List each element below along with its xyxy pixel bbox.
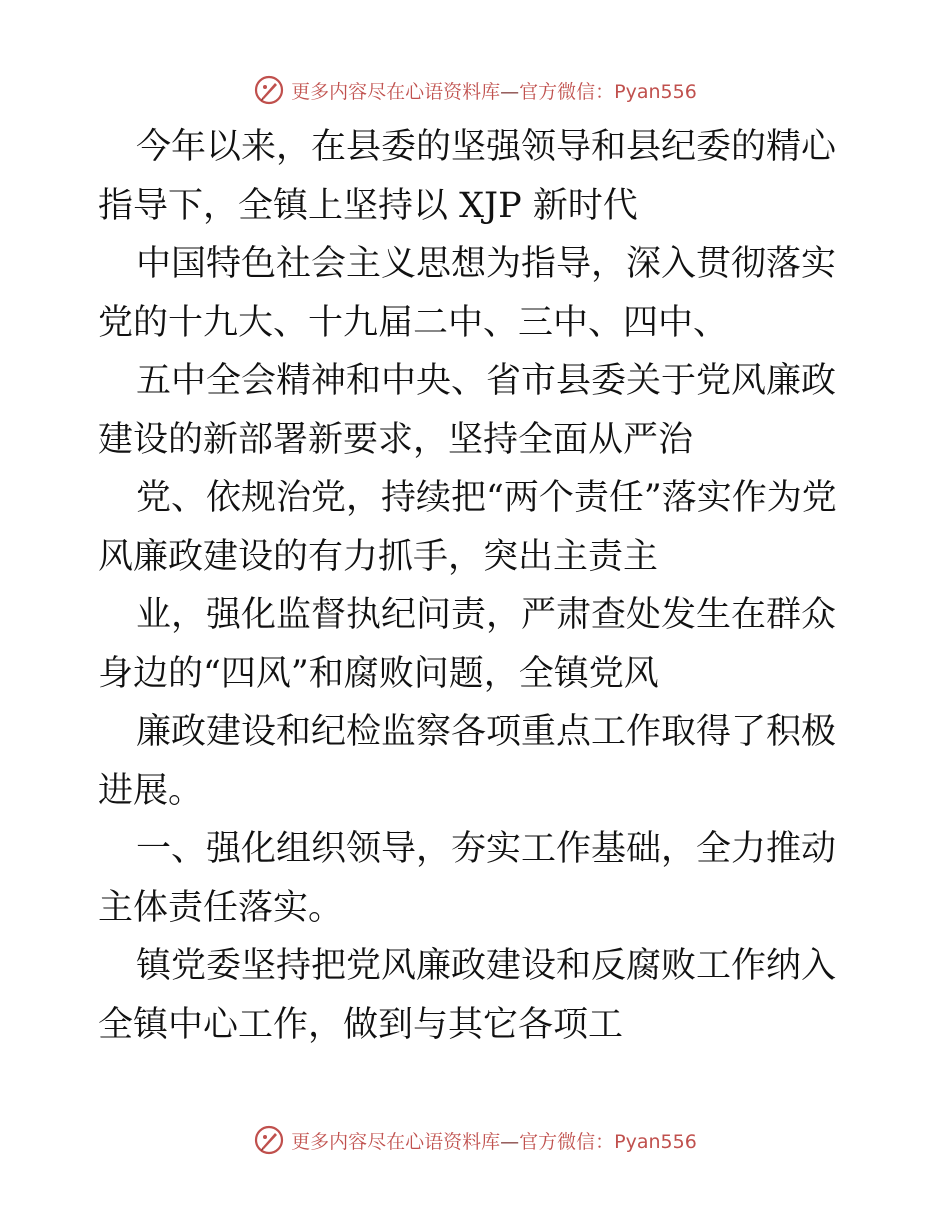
paragraph: 镇党委坚持把党风廉政建设和反腐败工作纳入全镇中心工作，做到与其它各项工	[98, 946, 837, 1045]
paragraph: 中国特色社会主义思想为指导，深入贯彻落实党的十九大、十九届二中、三中、四中、	[98, 244, 837, 343]
quill-pen-logo-icon	[253, 74, 285, 106]
paragraph: 党、依规治党，持续把“两个责任”落实作为党风廉政建设的有力抓手，突出主责主	[98, 478, 837, 577]
footer-watermark	[0, 1120, 950, 1160]
section-heading: 一、强化组织领导，夯实工作基础，全力推动主体责任落实。	[98, 829, 837, 928]
watermark-main-text: 更多内容尽在心语资料库	[291, 80, 501, 103]
watermark-main-text: 更多内容尽在心语资料库	[291, 1130, 501, 1153]
header-watermark	[0, 70, 950, 110]
paragraph: 廉政建设和纪检监察各项重点工作取得了积极进展。	[98, 712, 837, 811]
paragraph: 业，强化监督执纪问责，严肃查处发生在群众身边的“四风”和腐败问题，全镇党风	[98, 595, 837, 694]
watermark-separator: —	[500, 80, 520, 103]
watermark-wechat-text: 官方微信：Pyan556	[519, 80, 697, 103]
document-body	[98, 118, 858, 1054]
paragraph: 五中全会精神和中央、省市县委关于党风廉政建设的新部署新要求，坚持全面从严治	[98, 361, 837, 460]
watermark-wechat-text: 官方微信：Pyan556	[519, 1130, 697, 1153]
quill-pen-logo-icon	[253, 1124, 285, 1156]
watermark-separator: —	[500, 1130, 520, 1153]
paragraph: 今年以来，在县委的坚强领导和县纪委的精心指导下，全镇上坚持以 XJP 新时代	[98, 127, 837, 226]
